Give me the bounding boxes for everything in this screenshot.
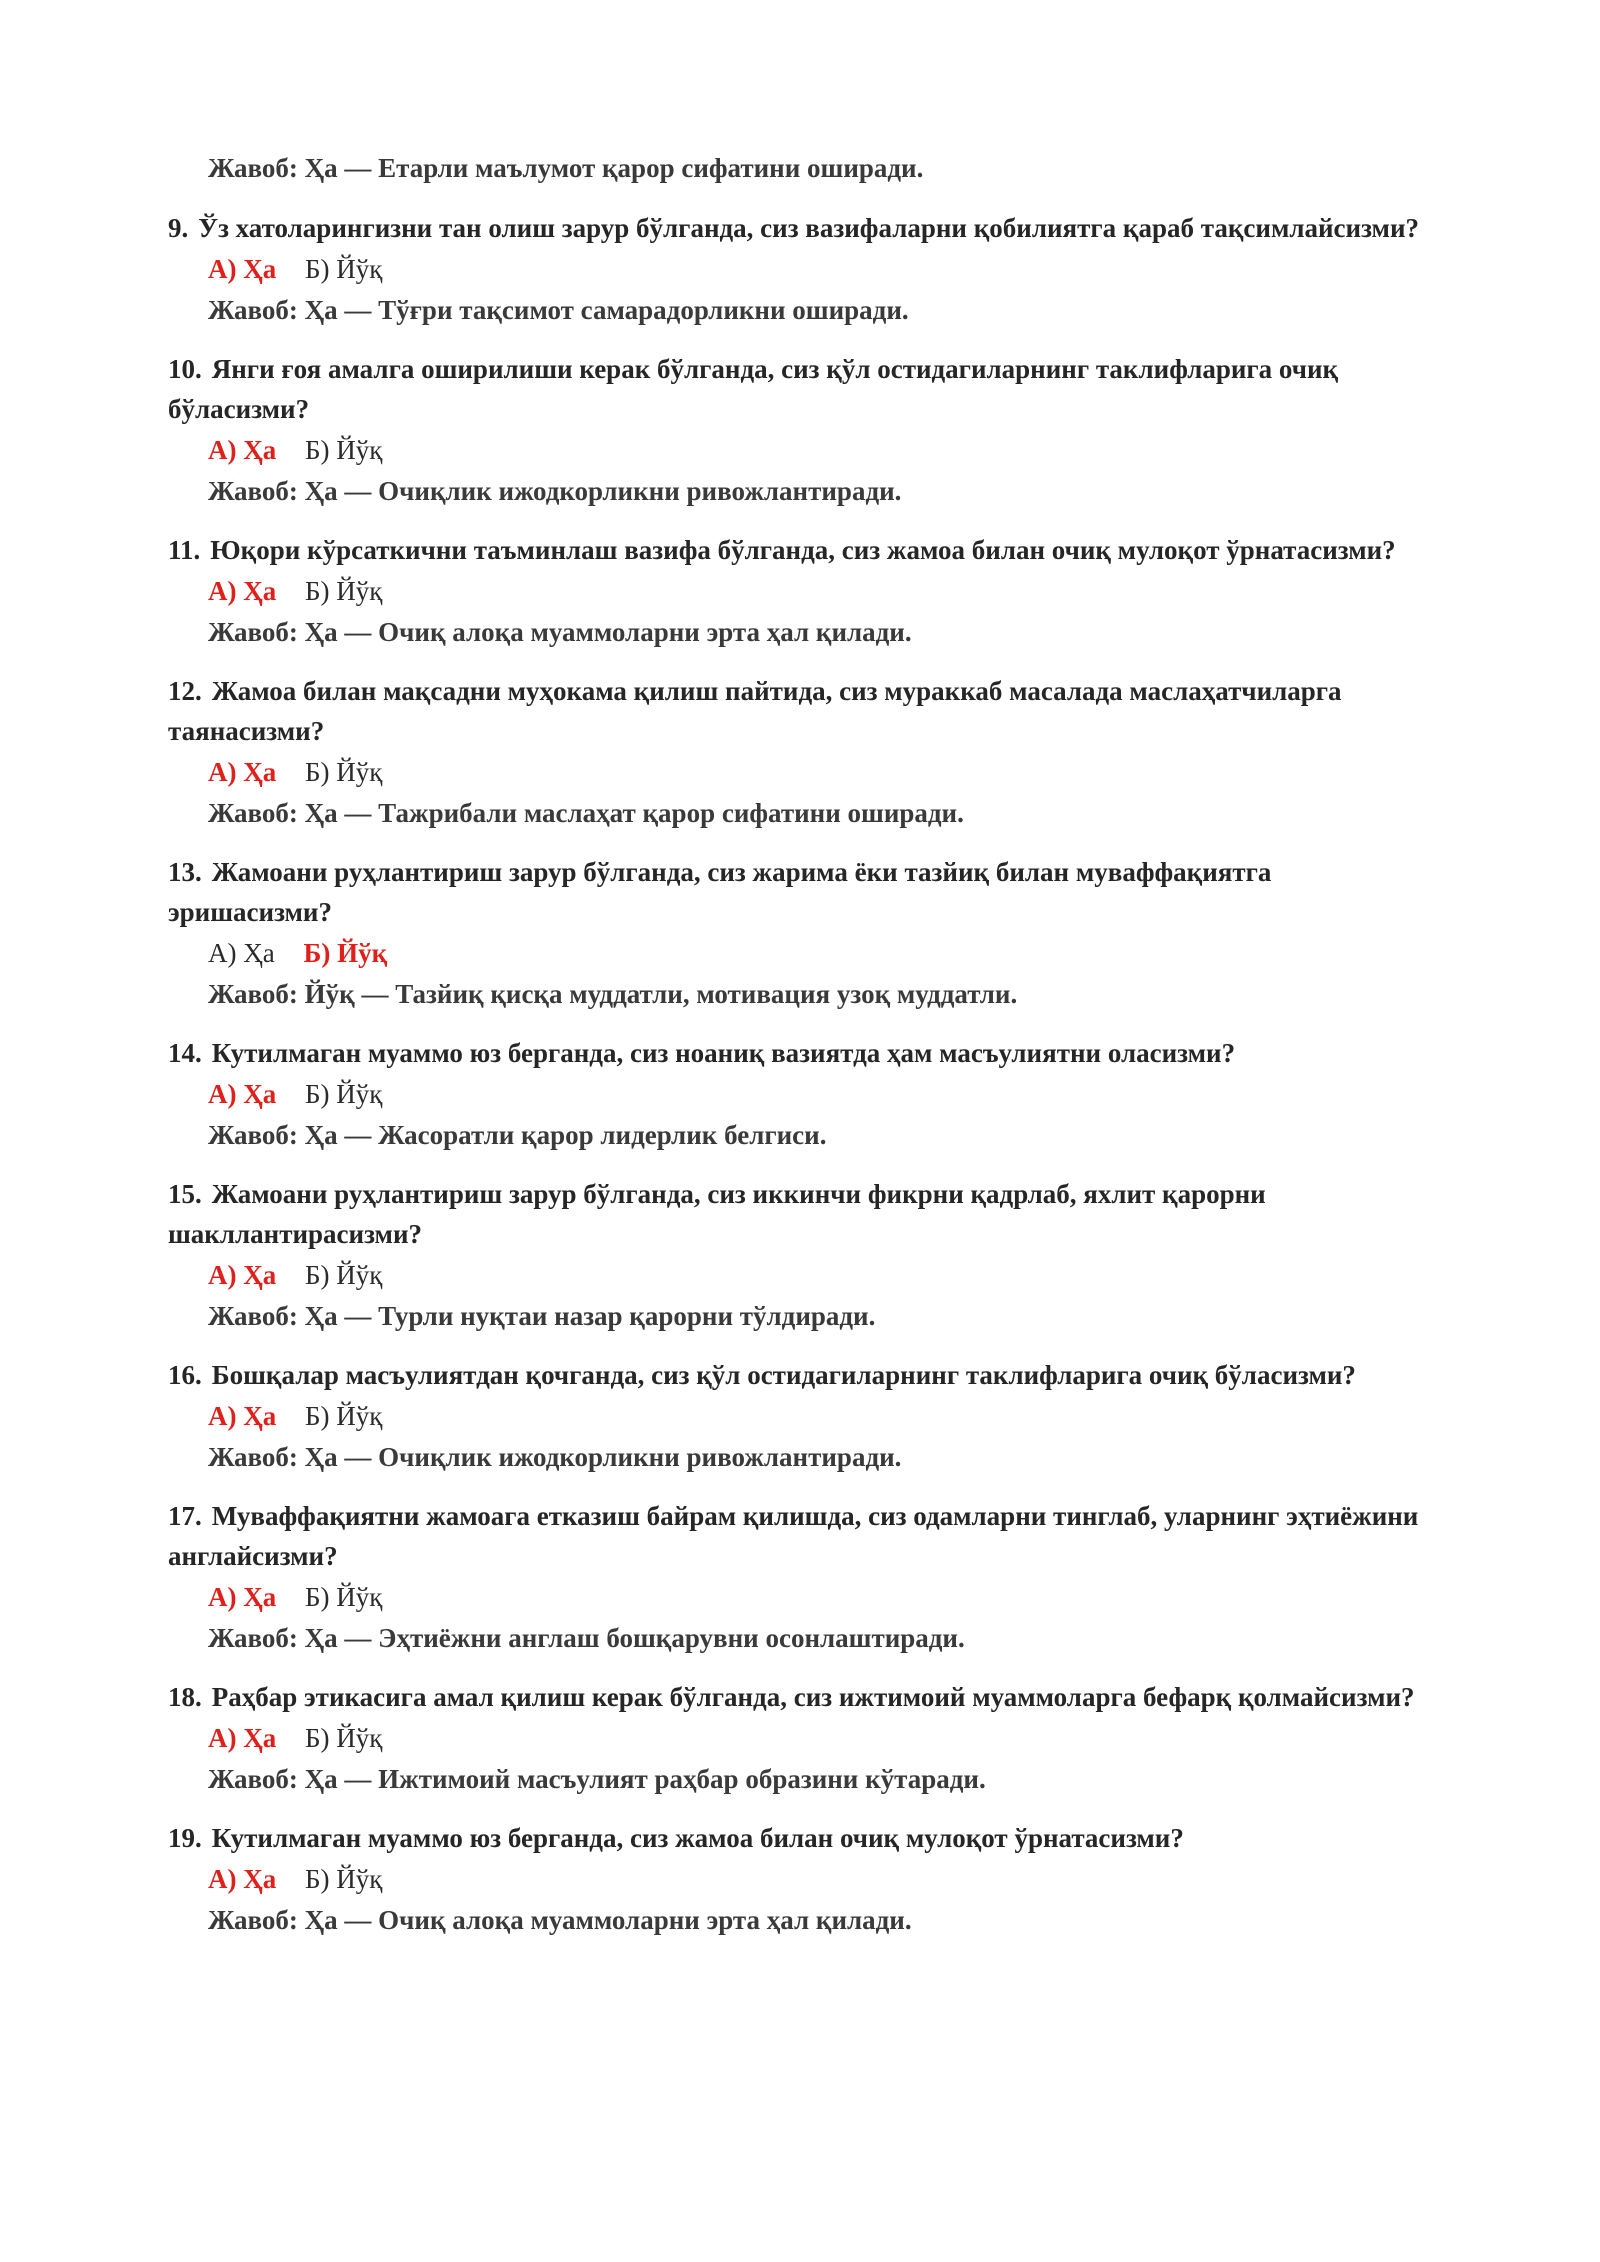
question-item (168, 671, 1438, 833)
question-text (168, 1174, 1438, 1254)
option-b[interactable]: Б) Йўқ (303, 938, 388, 968)
options-row (208, 1254, 1438, 1296)
question-number: 12. (168, 676, 202, 706)
answer-explanation: Жавоб: Ҳа — Жасоратли қарор лидерлик белгиси. (208, 1120, 827, 1150)
question-body: Бошқалар масъулиятдан қочганда, сиз қўл остидагиларнинг таклифларига очиқ бўласизми? (211, 1360, 1356, 1390)
question-body: Кутилмаган муаммо юз берганда, сиз ноаниқ вазиятда ҳам масъулиятни оласизми? (211, 1038, 1236, 1068)
question-body: Жамоани руҳлантириш зарур бўлганда, сиз жарима ёки тазйиқ билан муваффақиятга эришасизми? (168, 857, 1272, 927)
question-item (168, 1355, 1438, 1477)
question-body: Юқори кўрсаткични таъминлаш вазифа бўлганда, сиз жамоа билан очиқ мулоқот ўрнатасизми? (210, 535, 1396, 565)
question-item (168, 1033, 1438, 1155)
answer-explanation: Жавоб: Ҳа — Очиқ алоқа муаммоларни эрта ҳал қилади. (208, 1905, 912, 1935)
question-item (168, 208, 1438, 330)
option-b[interactable]: Б) Йўқ (305, 1401, 383, 1431)
option-b[interactable]: Б) Йўқ (305, 757, 383, 787)
option-a[interactable]: А) Ҳа (208, 576, 277, 606)
question-body: Кутилмаган муаммо юз берганда, сиз жамоа билан очиқ мулоқот ўрнатасизми? (211, 1823, 1184, 1853)
options-row (208, 1858, 1438, 1900)
question-body: Янги ғоя амалга оширилиши керак бўлганда, сиз қўл остидагиларнинг таклифларига очиқ бўласизми? (168, 354, 1339, 424)
option-b[interactable]: Б) Йўқ (305, 1864, 383, 1894)
option-b[interactable]: Б) Йўқ (305, 1582, 383, 1612)
options-row (208, 932, 1438, 974)
question-text (168, 530, 1438, 570)
question-item (168, 1174, 1438, 1336)
option-a[interactable]: А) Ҳа (208, 1864, 277, 1894)
question-number: 14. (168, 1038, 202, 1068)
question-list (168, 208, 1438, 1940)
question-item (168, 349, 1438, 511)
option-a[interactable]: А) Ҳа (208, 1582, 277, 1612)
question-item (168, 1818, 1438, 1940)
option-b[interactable]: Б) Йўқ (305, 1723, 383, 1753)
question-number: 19. (168, 1823, 202, 1853)
answer-explanation: Жавоб: Ҳа — Тўғри тақсимот самарадорликни оширади. (208, 295, 909, 325)
option-b[interactable]: Б) Йўқ (305, 254, 383, 284)
answer-explanation: Жавоб: Ҳа — Етарли маълумот қарор сифатини оширади. (208, 153, 924, 183)
question-number: 9. (168, 213, 189, 243)
option-a[interactable]: А) Ҳа (208, 254, 277, 284)
question-body: Жамоани руҳлантириш зарур бўлганда, сиз иккинчи фикрни қадрлаб, яхлит қарорни шакллантирасизми? (168, 1179, 1266, 1249)
options-row (208, 1576, 1438, 1618)
question-text (168, 1355, 1438, 1395)
options-row (208, 248, 1438, 290)
answer-explanation: Жавоб: Ҳа — Ижтимоий масъулият раҳбар образини кўтаради. (208, 1764, 986, 1794)
question-text (168, 671, 1438, 751)
option-a[interactable]: А) Ҳа (208, 1079, 277, 1109)
answer-explanation: Жавоб: Ҳа — Очиқлик ижодкорликни ривожлантиради. (208, 476, 902, 506)
answer-explanation: Жавоб: Ҳа — Очиқ алоқа муаммоларни эрта ҳал қилади. (208, 617, 912, 647)
option-a[interactable]: А) Ҳа (208, 435, 277, 465)
answer-explanation: Жавоб: Ҳа — Тажрибали маслаҳат қарор сифатини оширади. (208, 798, 964, 828)
option-a[interactable]: А) Ҳа (208, 1260, 277, 1290)
question-text (168, 1033, 1438, 1073)
question-body: Муваффақиятни жамоага етказиш байрам қилишда, сиз одамларни тинглаб, уларнинг эҳтиёжини англайсизми? (168, 1501, 1419, 1571)
option-b[interactable]: Б) Йўқ (305, 435, 383, 465)
options-row (208, 1395, 1438, 1437)
question-text (168, 852, 1438, 932)
question-body: Ўз хатоларингизни тан олиш зарур бўлганда, сиз вазифаларни қобилиятга қараб тақсимлайсизми? (198, 213, 1419, 243)
question-number: 18. (168, 1682, 202, 1712)
option-a[interactable]: А) Ҳа (208, 938, 275, 968)
answer-explanation: Жавоб: Ҳа — Эҳтиёжни англаш бошқарувни осонлаштиради. (208, 1623, 965, 1653)
options-row (208, 1717, 1438, 1759)
options-row (208, 751, 1438, 793)
question-item (168, 1496, 1438, 1658)
option-a[interactable]: А) Ҳа (208, 1723, 277, 1753)
question-body: Жамоа билан мақсадни муҳокама қилиш пайтида, сиз мураккаб масалада маслаҳатчиларга таянасизми? (168, 676, 1342, 746)
question-text (168, 349, 1438, 429)
options-row (208, 429, 1438, 471)
options-row (208, 570, 1438, 612)
question-text (168, 208, 1438, 248)
option-a[interactable]: А) Ҳа (208, 757, 277, 787)
question-text (168, 1677, 1438, 1717)
answer-explanation: Жавоб: Йўқ — Тазйиқ қисқа муддатли, мотивация узоқ муддатли. (208, 979, 1018, 1009)
question-number: 15. (168, 1179, 202, 1209)
question-body: Раҳбар этикасига амал қилиш керак бўлганда, сиз ижтимоий муаммоларга бефарқ қолмайсизми? (211, 1682, 1415, 1712)
document-page (168, 148, 1438, 1959)
question-number: 16. (168, 1360, 202, 1390)
option-a[interactable]: А) Ҳа (208, 1401, 277, 1431)
question-text (168, 1496, 1438, 1576)
question-item (168, 530, 1438, 652)
question-number: 13. (168, 857, 202, 887)
question-item (168, 852, 1438, 1014)
option-b[interactable]: Б) Йўқ (305, 576, 383, 606)
answer-explanation: Жавоб: Ҳа — Турли нуқтаи назар қарорни тўлдиради. (208, 1301, 876, 1331)
question-text (168, 1818, 1438, 1858)
option-b[interactable]: Б) Йўқ (305, 1260, 383, 1290)
question-number: 11. (168, 535, 201, 565)
options-row (208, 1073, 1438, 1115)
question-number: 10. (168, 354, 202, 384)
option-b[interactable]: Б) Йўқ (305, 1079, 383, 1109)
question-number: 17. (168, 1501, 202, 1531)
question-item (168, 1677, 1438, 1799)
answer-explanation: Жавоб: Ҳа — Очиқлик ижодкорликни ривожлантиради. (208, 1442, 902, 1472)
